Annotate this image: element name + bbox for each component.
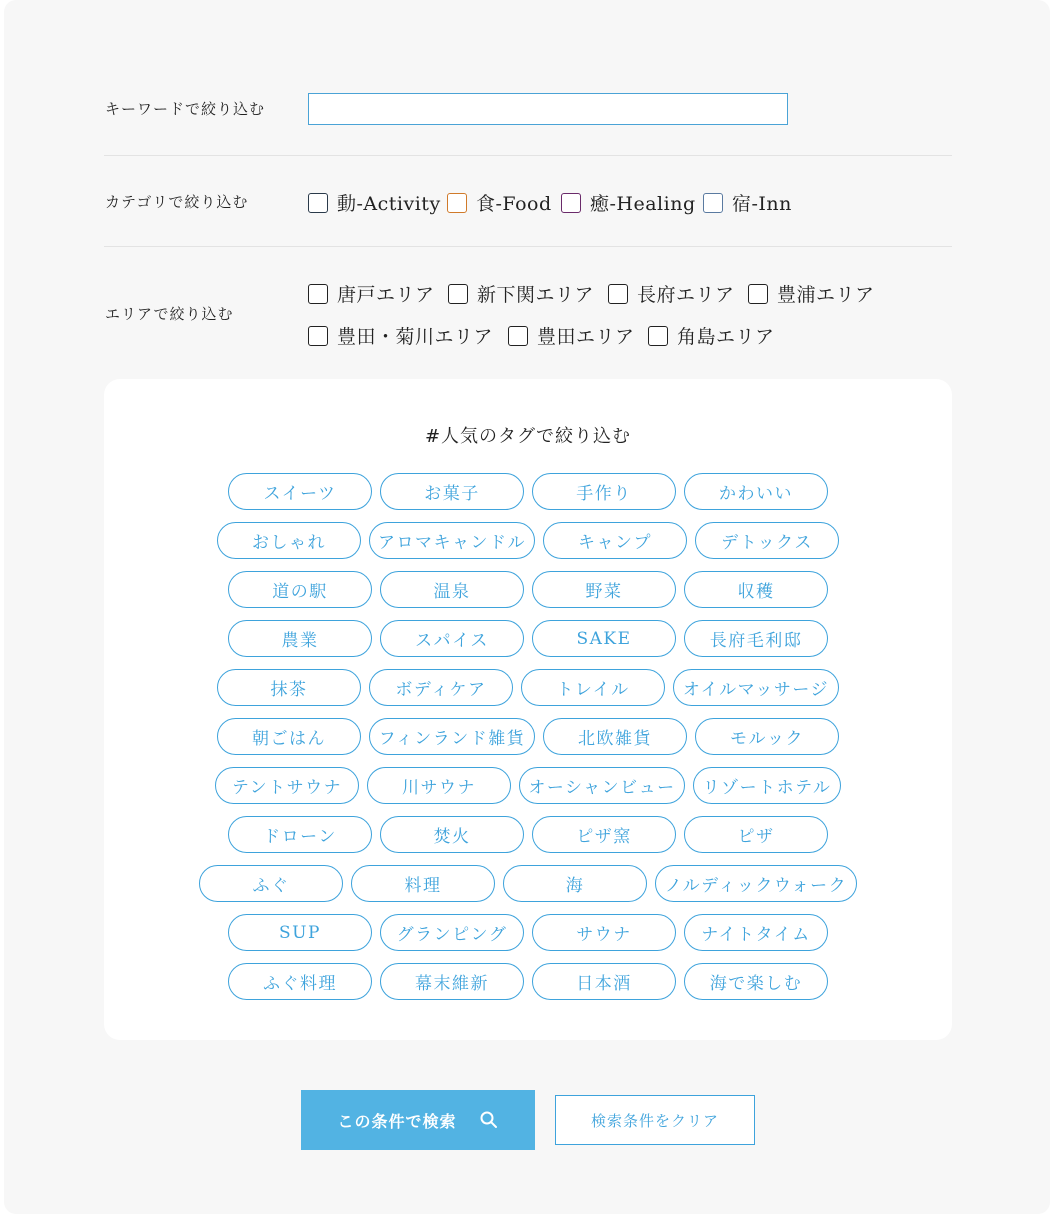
checkbox-box[interactable] [308, 326, 328, 346]
tag-pill[interactable]: かわいい [684, 473, 828, 510]
tag-pill[interactable]: 抹茶 [217, 669, 361, 706]
tag-pill[interactable]: SUP [228, 914, 372, 951]
area-toyota-kikugawa-checkbox[interactable] [308, 322, 493, 349]
area-tsunoshima-checkbox[interactable] [648, 322, 775, 349]
area-toyoura-checkbox[interactable] [748, 280, 875, 307]
tag-pill[interactable]: 朝ごはん [217, 718, 361, 755]
search-icon [479, 1110, 499, 1130]
checkbox-box[interactable] [703, 193, 723, 213]
tag-pill[interactable]: 川サウナ [367, 767, 511, 804]
checkbox-box[interactable] [308, 193, 328, 213]
category-activity-checkbox[interactable] [308, 189, 441, 216]
area-item-label: 新下関エリア [477, 284, 595, 306]
tag-pill[interactable]: 収穫 [684, 571, 828, 608]
checkbox-box[interactable] [748, 284, 768, 304]
tag-pill[interactable]: サウナ [532, 914, 676, 951]
checkbox-box[interactable] [308, 284, 328, 304]
tag-pill[interactable]: 道の駅 [228, 571, 372, 608]
category-healing-label: 癒-Healing [590, 193, 696, 215]
clear-button[interactable] [555, 1095, 755, 1145]
tag-pill[interactable]: 幕末維新 [380, 963, 524, 1000]
area-toyota-checkbox[interactable] [508, 322, 635, 349]
divider [104, 246, 952, 247]
area-item-label: 唐戸エリア [337, 284, 435, 306]
tag-pill[interactable]: 焚火 [380, 816, 524, 853]
category-food-label: 食-Food [476, 193, 552, 215]
category-inn-label: 宿-Inn [732, 193, 792, 215]
tag-pill[interactable]: デトックス [695, 522, 839, 559]
tag-pill[interactable]: おしゃれ [217, 522, 361, 559]
tag-pill[interactable]: 野菜 [532, 571, 676, 608]
area-item-label: 角島エリア [677, 326, 775, 348]
area-chofu-checkbox[interactable] [608, 280, 735, 307]
clear-button-label: 検索条件をクリア [590, 1112, 719, 1130]
divider [104, 155, 952, 156]
category-inn-checkbox[interactable] [703, 189, 792, 216]
tag-pill[interactable]: お菓子 [380, 473, 524, 510]
area-label: エリアで絞り込む [105, 305, 234, 323]
tag-pill[interactable]: フィンランド雑貨 [369, 718, 535, 755]
checkbox-box[interactable] [508, 326, 528, 346]
tag-pill[interactable]: 手作り [532, 473, 676, 510]
category-label: カテゴリで絞り込む [105, 193, 249, 211]
category-healing-checkbox[interactable] [561, 189, 696, 216]
tag-pill[interactable]: ピザ [684, 816, 828, 853]
checkbox-box[interactable] [447, 193, 467, 213]
tag-pill[interactable]: キャンプ [543, 522, 687, 559]
area-karato-checkbox[interactable] [308, 280, 435, 307]
tag-pill[interactable]: ドローン [228, 816, 372, 853]
search-button-label: この条件で検索 [337, 1111, 457, 1131]
tag-pill[interactable]: 長府毛利邸 [684, 620, 828, 657]
tag-pill[interactable]: リゾートホテル [693, 767, 841, 804]
tag-pill[interactable]: スパイス [380, 620, 524, 657]
tag-pill[interactable]: アロマキャンドル [369, 522, 535, 559]
tag-pill[interactable]: 海 [503, 865, 647, 902]
area-item-label: 豊浦エリア [777, 284, 875, 306]
tag-pill[interactable]: SAKE [532, 620, 676, 657]
tag-pill[interactable]: 海で楽しむ [684, 963, 828, 1000]
tag-pill[interactable]: 日本酒 [532, 963, 676, 1000]
tag-pill[interactable]: ふぐ料理 [228, 963, 372, 1000]
tag-pill[interactable]: モルック [695, 718, 839, 755]
tag-pill[interactable]: ノルディックウォーク [655, 865, 857, 902]
checkbox-box[interactable] [448, 284, 468, 304]
area-item-label: 豊田・菊川エリア [337, 326, 494, 348]
tag-pill[interactable]: ナイトタイム [684, 914, 828, 951]
area-item-label: 長府エリア [637, 284, 735, 306]
checkbox-box[interactable] [608, 284, 628, 304]
tag-pill[interactable]: ボディケア [369, 669, 513, 706]
checkbox-box[interactable] [648, 326, 668, 346]
keyword-input[interactable] [308, 93, 788, 125]
tag-pill[interactable]: スイーツ [228, 473, 372, 510]
keyword-label: キーワードで絞り込む [105, 100, 266, 118]
tag-pill[interactable]: 温泉 [380, 571, 524, 608]
tag-pill[interactable]: 農業 [228, 620, 372, 657]
tag-pill[interactable]: オイルマッサージ [673, 669, 839, 706]
tag-pill[interactable]: オーシャンビュー [519, 767, 685, 804]
search-button[interactable] [301, 1090, 535, 1150]
area-shinshimonoseki-checkbox[interactable] [448, 280, 594, 307]
tag-pill[interactable]: テントサウナ [215, 767, 359, 804]
tag-pill[interactable]: 北欧雑貨 [543, 718, 687, 755]
popular-tags-title: #人気のタグで絞り込む [424, 426, 632, 447]
category-food-checkbox[interactable] [447, 189, 552, 216]
tag-pill[interactable]: 料理 [351, 865, 495, 902]
area-item-label: 豊田エリア [537, 326, 635, 348]
category-activity-label: 動-Activity [337, 193, 441, 215]
tag-pill[interactable]: ピザ窯 [532, 816, 676, 853]
checkbox-box[interactable] [561, 193, 581, 213]
tag-pill[interactable]: ふぐ [199, 865, 343, 902]
tag-pill[interactable]: グランピング [380, 914, 524, 951]
tag-pill[interactable]: トレイル [521, 669, 665, 706]
